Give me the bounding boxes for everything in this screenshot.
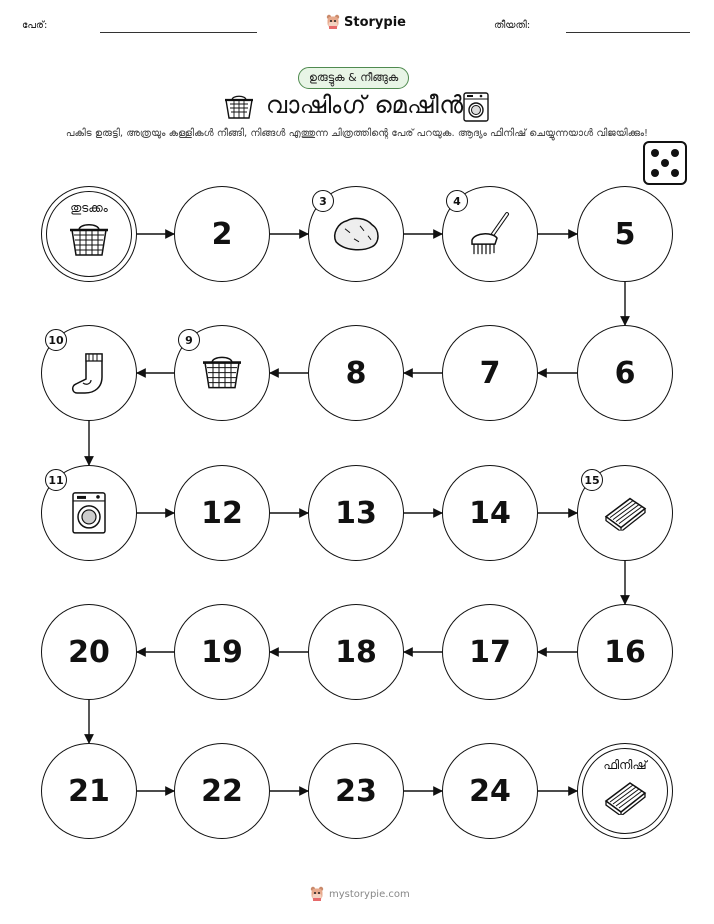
cell-number: 12 (201, 495, 243, 531)
cell-number: 13 (335, 495, 377, 531)
name-label: പേര്: (22, 20, 48, 31)
cell-number: 23 (335, 773, 377, 809)
finish-cell[interactable] (577, 743, 673, 839)
mascot-icon (310, 886, 324, 902)
cell-number-badge: 9 (178, 329, 200, 351)
sock-icon (69, 350, 109, 400)
board-cell-6[interactable] (577, 325, 673, 421)
board-cell-23[interactable] (308, 743, 404, 839)
cell-number: 17 (469, 634, 511, 670)
board-cell-22[interactable] (174, 743, 270, 839)
laundry-basket-icon (202, 355, 242, 395)
cell-number: 14 (469, 495, 511, 531)
start-label: തുടക്കം (70, 201, 108, 215)
board-cell-9[interactable] (174, 325, 270, 421)
cell-number: 16 (604, 634, 646, 670)
board-cell-8[interactable] (308, 325, 404, 421)
start-cell[interactable] (41, 186, 137, 282)
board-cell-16[interactable] (577, 604, 673, 700)
scrub-brush-icon (467, 210, 513, 262)
board-cell-15[interactable] (577, 465, 673, 561)
board-cell-5[interactable] (577, 186, 673, 282)
cell-number-badge: 10 (45, 329, 67, 351)
washing-machine-icon (71, 491, 107, 539)
cell-number: 7 (479, 355, 501, 391)
board-cell-10[interactable] (41, 325, 137, 421)
cell-number-badge: 11 (45, 469, 67, 491)
board-cell-18[interactable] (308, 604, 404, 700)
cell-number: 24 (469, 773, 511, 809)
board-cell-11[interactable] (41, 465, 137, 561)
cell-number: 5 (614, 216, 636, 252)
cell-number: 18 (335, 634, 377, 670)
cell-number: 20 (68, 634, 110, 670)
cell-number: 22 (201, 773, 243, 809)
brand-name: Storypie (344, 14, 406, 30)
page-title: വാഷിംഗ് മെഷീൻ (266, 91, 464, 119)
finish-label: ഫിനിഷ് (603, 758, 647, 772)
board-cell-17[interactable] (442, 604, 538, 700)
instructions: പകിട ഉരുട്ടി, അത്രയും കള്ളികൾ നീങ്ങി, നിങ്ങൾ എത്തുന്ന ചിത്രത്തിന്റെ പേര് പറയുക. ആദ്യം ഫിനിഷ് ചെയ്യുന്നയാൾ വിജയിക്കും! (65, 128, 649, 139)
board-cell-7[interactable] (442, 325, 538, 421)
cell-number: 2 (211, 216, 233, 252)
board-cell-20[interactable] (41, 604, 137, 700)
washboard-icon (602, 495, 648, 535)
washboard-icon (602, 779, 648, 819)
board-cell-24[interactable] (442, 743, 538, 839)
cell-number: 8 (345, 355, 367, 391)
cell-number-badge: 4 (446, 190, 468, 212)
footer-url: mystorypie.com (329, 888, 410, 900)
board-cell-13[interactable] (308, 465, 404, 561)
rock-icon (330, 214, 382, 258)
footer (310, 886, 410, 902)
date-label: തീയതി: (494, 20, 531, 31)
board-cell-19[interactable] (174, 604, 270, 700)
cell-number: 19 (201, 634, 243, 670)
board-cell-21[interactable] (41, 743, 137, 839)
board-cell-2[interactable] (174, 186, 270, 282)
cell-number-badge: 15 (581, 469, 603, 491)
board-cell-14[interactable] (442, 465, 538, 561)
game-type-tag: ഉരുട്ടുക & നീങ്ങുക (298, 67, 409, 89)
board-cell-3[interactable] (308, 186, 404, 282)
board-cell-12[interactable] (174, 465, 270, 561)
laundry-basket-icon (69, 222, 109, 262)
cell-number-badge: 3 (312, 190, 334, 212)
cell-number: 21 (68, 773, 110, 809)
cell-number: 6 (614, 355, 636, 391)
board-cell-4[interactable] (442, 186, 538, 282)
